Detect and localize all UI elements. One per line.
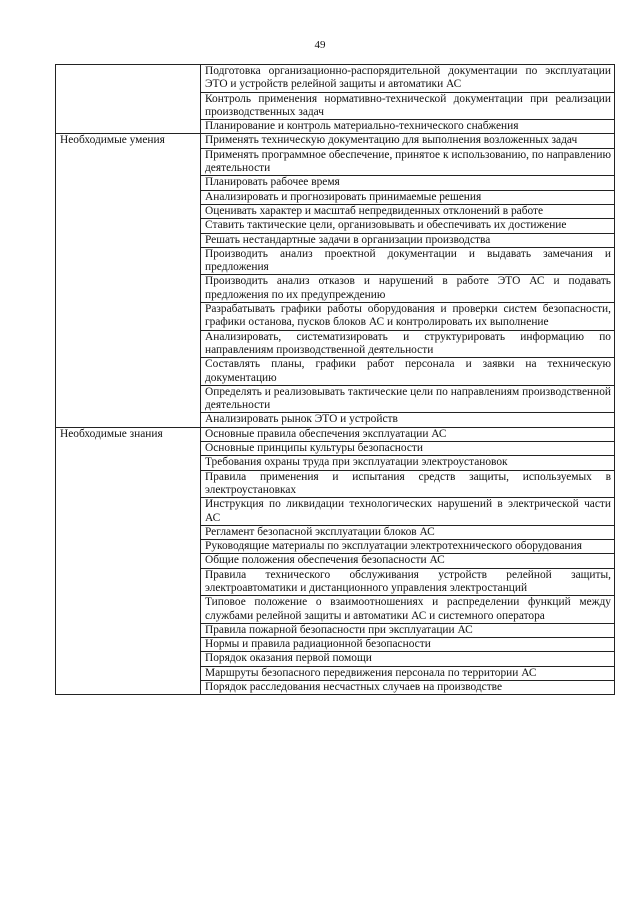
table-row — [56, 65, 615, 93]
table-row — [56, 427, 615, 441]
competency-table — [55, 64, 615, 695]
requirement-item: Контроль применения нормативно-технической документации при реализации производственных задач — [201, 92, 615, 120]
requirement-item: Определять и реализовывать тактические цели по направлениям производственной деятельности — [201, 385, 615, 413]
requirement-item: Требования охраны труда при эксплуатации электроустановок — [201, 456, 615, 470]
requirement-item: Производить анализ проектной документации и выдавать замечания и предложения — [201, 247, 615, 275]
requirement-item: Инструкция по ликвидации технологических нарушений в электрической части АС — [201, 498, 615, 526]
requirement-item: Регламент безопасной эксплуатации блоков АС — [201, 525, 615, 539]
requirement-item: Нормы и правила радиационной безопасности — [201, 638, 615, 652]
requirement-item: Маршруты безопасного передвижения персонала по территории АС — [201, 666, 615, 680]
requirement-item: Анализировать и прогнозировать принимаемые решения — [201, 190, 615, 204]
requirement-item: Анализировать рынок ЭТО и устройств — [201, 413, 615, 427]
section-label: Необходимые знания — [56, 427, 201, 695]
requirement-item: Производить анализ отказов и нарушений в работе ЭТО АС и подавать предложения по их предупреждению — [201, 275, 615, 303]
requirement-item: Оценивать характер и масштаб непредвиденных отклонений в работе — [201, 204, 615, 218]
requirement-item: Планировать рабочее время — [201, 176, 615, 190]
requirement-item: Анализировать, систематизировать и структурировать информацию по направлениям производственной деятельности — [201, 330, 615, 358]
requirement-item: Ставить тактические цели, организовывать и обеспечивать их достижение — [201, 219, 615, 233]
requirement-item: Правила применения и испытания средств защиты, используемых в электроустановках — [201, 470, 615, 498]
requirement-item: Основные принципы культуры безопасности — [201, 442, 615, 456]
requirement-item: Правила технического обслуживания устройств релейной защиты, электроавтоматики и дистанционного управления электростанций — [201, 568, 615, 596]
requirement-item: Применять программное обеспечение, принятое к использованию, по направлению деятельности — [201, 148, 615, 176]
page-number: 49 — [314, 39, 326, 51]
requirement-item: Руководящие материалы по эксплуатации электротехнического оборудования — [201, 540, 615, 554]
table-row — [56, 134, 615, 148]
requirement-item: Подготовка организационно-распорядительной документации по эксплуатации ЭТО и устройств релейной защиты и автоматики АС — [201, 65, 615, 93]
requirement-item: Применять техническую документацию для выполнения возложенных задач — [201, 134, 615, 148]
competency-table-body — [56, 65, 615, 695]
requirement-item: Составлять планы, графики работ персонала и заявки на техническую документацию — [201, 358, 615, 386]
requirement-item: Порядок оказания первой помощи — [201, 652, 615, 666]
requirement-item: Основные правила обеспечения эксплуатации АС — [201, 427, 615, 441]
requirement-item: Порядок расследования несчастных случаев на производстве — [201, 681, 615, 695]
requirement-item: Правила пожарной безопасности при эксплуатации АС — [201, 623, 615, 637]
requirement-item: Решать нестандартные задачи в организации производства — [201, 233, 615, 247]
requirement-item: Планирование и контроль материально-технического снабжения — [201, 120, 615, 134]
section-label: Необходимые умения — [56, 134, 201, 427]
requirement-item: Общие положения обеспечения безопасности АС — [201, 554, 615, 568]
section-label — [56, 65, 201, 134]
requirement-item: Разрабатывать графики работы оборудования и проверки систем безопасности, графики останова, пусков блоков АС и контролировать их выполнение — [201, 303, 615, 331]
requirement-item: Типовое положение о взаимоотношениях и распределении функций между службами релейной защиты и автоматики АС и системного оператора — [201, 596, 615, 624]
